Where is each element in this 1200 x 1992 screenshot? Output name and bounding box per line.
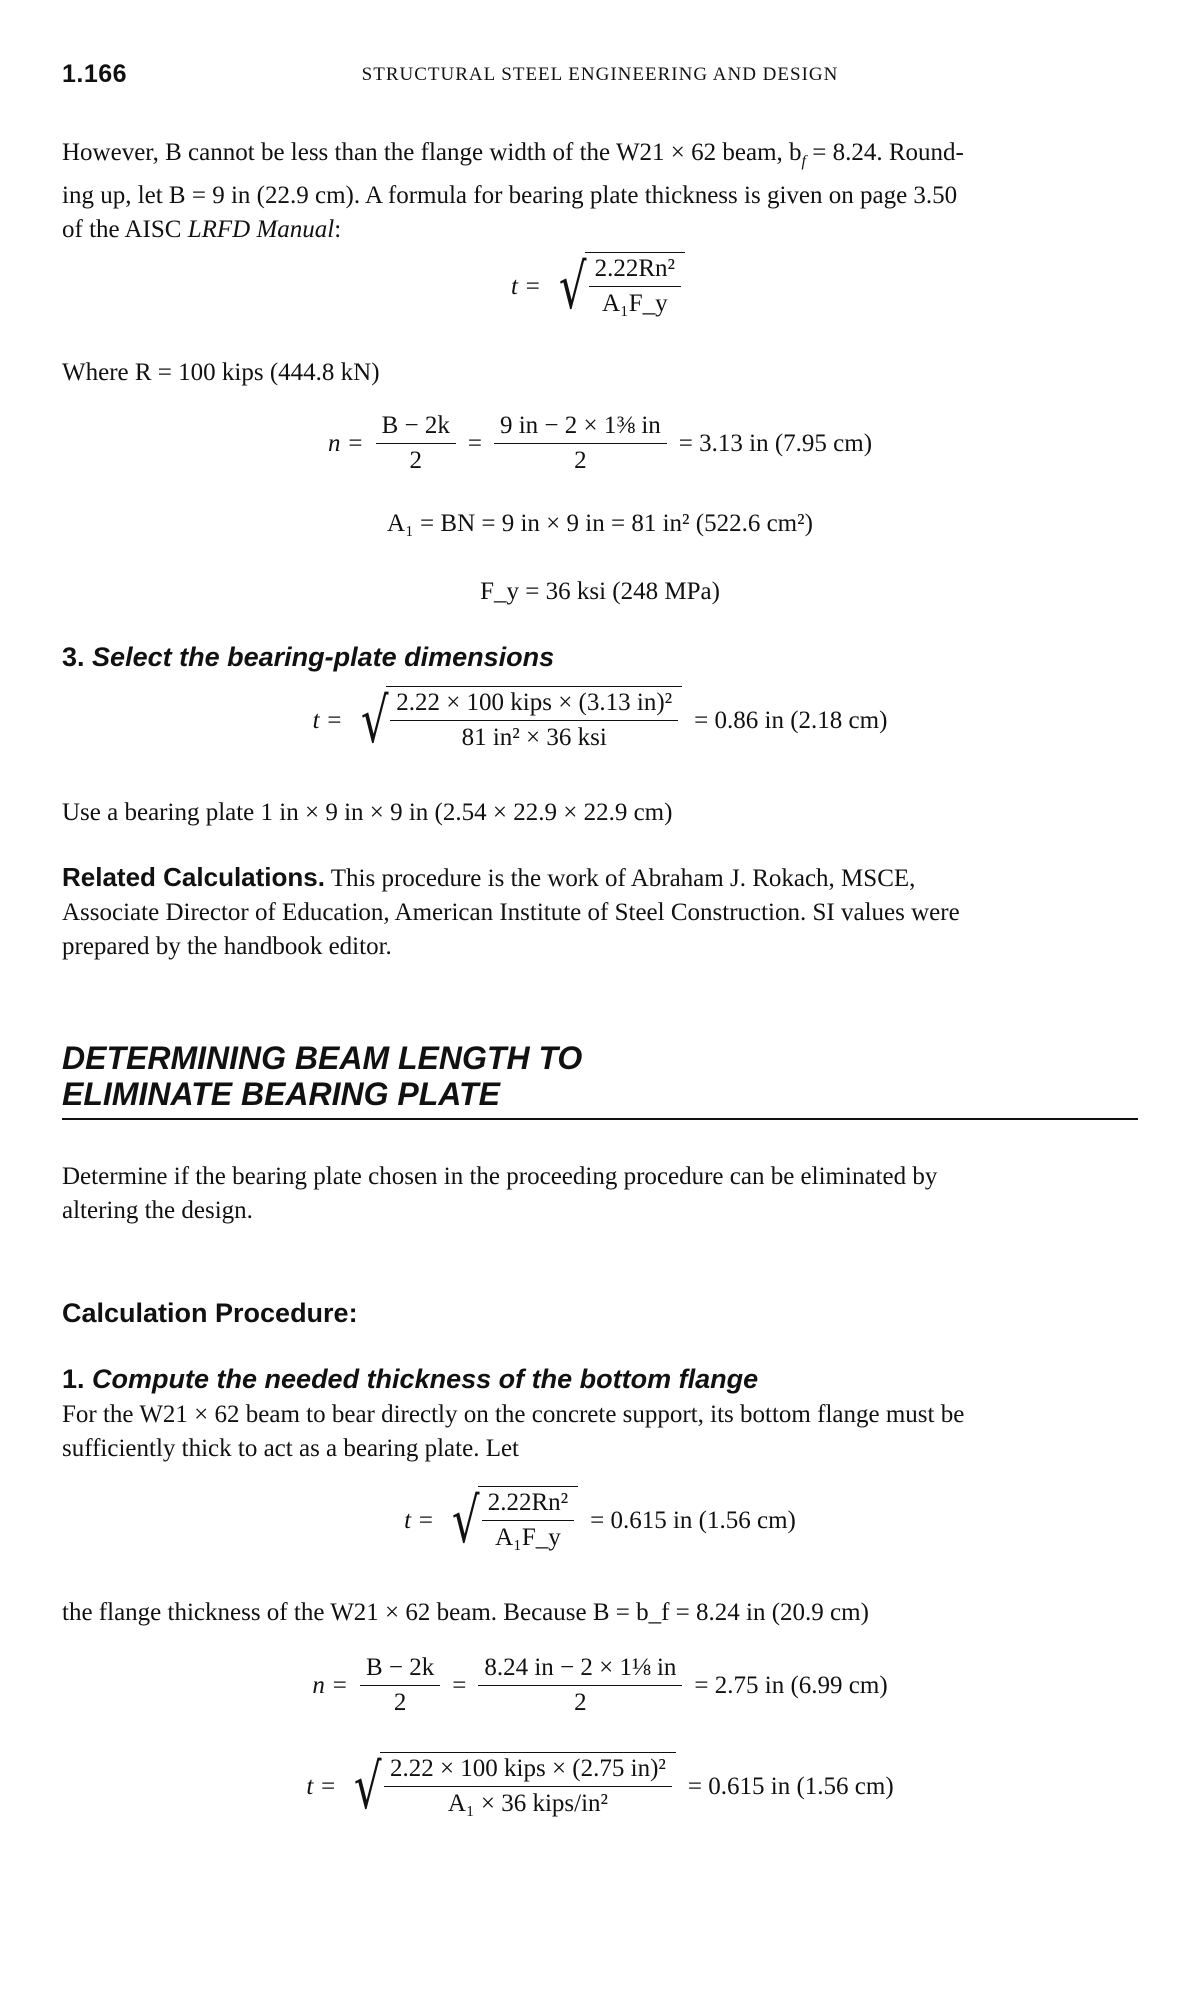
page-number: 1.166 <box>62 60 128 88</box>
equation-text: A₁ = BN = 9 in × 9 in = 81 in² (522.6 cm²) <box>387 510 813 537</box>
step-title: Compute the needed thickness of the bottom flange <box>92 1364 759 1394</box>
equation-plate-thickness <box>0 686 1200 756</box>
equation-area <box>0 510 1200 538</box>
fraction-numerator: 2.22Rn² <box>482 1489 574 1521</box>
step-1-heading <box>62 1364 758 1395</box>
paragraph-line: Determine if the bearing plate chosen in the proceeding procedure can be eliminated by <box>62 1163 938 1190</box>
fraction-numerator: 8.24 in − 2 × 1⅛ in <box>478 1654 682 1686</box>
related-calculations <box>62 860 1138 964</box>
equation-result: = 2.75 in (6.99 cm) <box>694 1671 888 1699</box>
square-root: √ $\frac{\text{2.22 × 100 kips × (2.75 in)²}}{\text{A₁ × 36 kips/in²}}$ <box>348 1752 675 1822</box>
calculation-procedure-heading: Calculation Procedure: <box>62 1298 358 1328</box>
equals-sign: = <box>452 1671 467 1699</box>
equation-text: F_y = 36 ksi (248 MPa) <box>480 578 720 605</box>
paragraph-bottom-flange <box>62 1398 1138 1466</box>
fraction-denominator: A₁F_y <box>495 1524 561 1551</box>
equals-sign: = <box>467 429 482 457</box>
fraction-numerator: B − 2k <box>376 412 456 444</box>
section-rule <box>62 1118 1138 1120</box>
equation-lhs: t = <box>404 1507 435 1534</box>
step-3-heading <box>62 642 554 673</box>
equation-result: = 0.615 in (1.56 cm) <box>687 1773 894 1800</box>
square-root: √ $\frac{\text{2.22Rn²}}{\text{A₁F\_y}}$ <box>553 252 685 322</box>
paragraph-line: Related Calculations. This procedure is the work of Abraham J. Rokach, MSCE, <box>62 862 916 892</box>
equation-result: = 0.615 in (1.56 cm) <box>590 1507 796 1534</box>
step-number: 3. <box>62 642 85 672</box>
fraction-denominator: 81 in² × 36 ksi <box>461 724 607 751</box>
fraction-numerator: 9 in − 2 × 1⅜ in <box>494 412 667 444</box>
fraction-numerator: 2.22Rn² <box>589 255 681 287</box>
paragraph-line: Associate Director of Education, American Institute of Steel Construction. SI values were <box>62 899 960 926</box>
equation-lhs: t = <box>510 273 542 300</box>
equation-n-flange <box>0 1654 1200 1717</box>
fraction-denominator: A₁F_y <box>601 290 668 317</box>
paragraph-flange-width <box>62 136 1138 247</box>
fraction-denominator: 2 <box>409 447 422 474</box>
fraction-numerator: 2.22 × 100 kips × (3.13 in)² <box>390 689 678 721</box>
use-plate-line: Use a bearing plate 1 in × 9 in × 9 in (2.54 × 22.9 × 22.9 cm) <box>62 799 673 826</box>
paragraph-line: prepared by the handbook editor. <box>62 933 392 960</box>
step-number: 1. <box>62 1364 85 1394</box>
equation-flange-check <box>0 1752 1200 1822</box>
paragraph-line: of the AISC LRFD Manual: <box>62 216 342 243</box>
paragraph-line: ing up, let B = 9 in (22.9 cm). A formula for bearing plate thickness is given on page 3.50 <box>62 182 958 209</box>
equation-yield-stress <box>0 578 1200 606</box>
equation-n <box>0 412 1200 475</box>
step-title: Select the bearing-plate dimensions <box>92 642 555 672</box>
paragraph-line: For the W21 × 62 beam to bear directly on the concrete support, its bottom flange must be <box>62 1401 965 1428</box>
where-line: Where R = 100 kips (444.8 kN) <box>62 359 380 386</box>
equation-flange-thickness <box>0 1486 1200 1556</box>
related-label: Related Calculations. <box>62 862 325 892</box>
equation-lhs: n = <box>312 1671 348 1699</box>
equation-lhs: t = <box>312 707 343 734</box>
equation-thickness-formula <box>0 252 1200 322</box>
paragraph-line: altering the design. <box>62 1197 253 1224</box>
fraction-denominator: 2 <box>393 1689 407 1716</box>
square-root: √ $\frac{\text{2.22 × 100 kips × (3.13 in)²}}{\text{81 in² × 36 ksi}}$ <box>355 686 682 756</box>
equation-lhs: n = <box>327 429 364 457</box>
flange-thickness-line: the flange thickness of the W21 × 62 beam. Because B = b_f = 8.24 in (20.9 cm) <box>62 1599 869 1626</box>
fraction-denominator: 2 <box>574 1689 587 1716</box>
fraction-denominator: 2 <box>574 447 587 474</box>
running-title: STRUCTURAL STEEL ENGINEERING AND DESIGN <box>361 64 839 85</box>
square-root: √ $\frac{\text{2.22Rn²}}{\text{A₁F\_y}}$ <box>446 1486 578 1556</box>
paragraph-line: However, B cannot be less than the flange width of the W21 × 62 beam, $b_f = 8.24$. Round- <box>62 139 964 170</box>
fraction-denominator: A₁ × 36 kips/in² <box>447 1790 609 1817</box>
fraction-numerator: B − 2k <box>360 1654 440 1686</box>
equation-result: = 0.86 in (2.18 cm) <box>694 707 888 734</box>
fraction-numerator: 2.22 × 100 kips × (2.75 in)² <box>384 1755 672 1787</box>
equation-result: = 3.13 in (7.95 cm) <box>678 429 873 457</box>
section-heading: DETERMINING BEAM LENGTH TO ELIMINATE BEARING PLATE <box>62 1040 583 1112</box>
paragraph-line: sufficiently thick to act as a bearing plate. Let <box>62 1435 520 1462</box>
equation-lhs: t = <box>306 1773 337 1800</box>
intro-paragraph <box>62 1160 1138 1228</box>
